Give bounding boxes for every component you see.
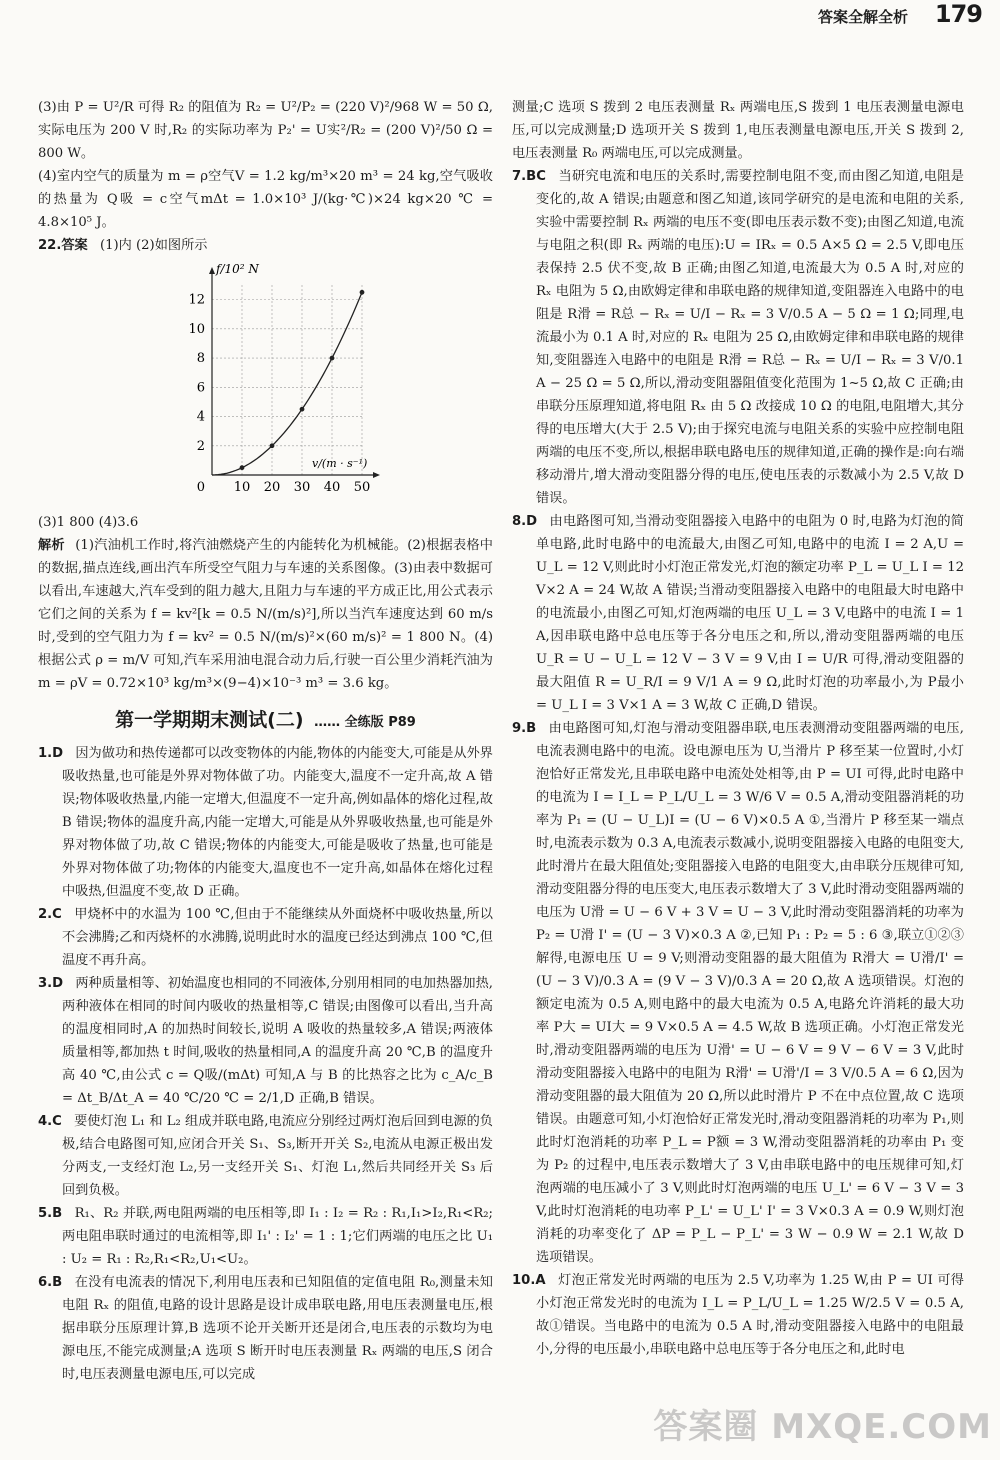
q21-part4: (4)室内空气的质量为 m = ρ空气V = 1.2 kg/m³×20 m³ = 24 kg,空气吸收的热量为 Q吸 = c空气mΔt = 1.0×10³ J/(kg·℃)×24 kg×20 ℃ = 4.8×10⁵ J。 xyxy=(38,169,493,230)
answer-1-number: 1.D xyxy=(38,746,64,761)
resistance-speed-chart xyxy=(178,259,388,509)
left-column xyxy=(38,96,493,1386)
answer-6-text: 在没有电流表的情况下,利用电压表和已知阻值的定值电阻 R₀,测量未知电阻 Rₓ 的阻值,电路的设计思路是设计成串联电路,用电压表测量电压,根据串联分压原理计算,B 选项不论开关断开还是闭合,电压表的示数均为电源电压,不能完成测量;A 选项 S 断开时电压表测量 Rₓ 两端的电压,S 闭合时,电压表测量电源电压,可以完成 xyxy=(62,1275,493,1382)
x-axis-arrow xyxy=(373,472,380,478)
answer-7 xyxy=(512,165,964,510)
answer-9 xyxy=(512,717,964,1269)
data-point xyxy=(240,465,245,470)
y-tick-label: 10 xyxy=(188,321,205,337)
data-point xyxy=(330,356,335,361)
answer-1-text: 因为做功和热传递都可以改变物体的内能,物体的内能变大,可能是从外界吸收热量,也可能是外界对物体做了功。内能变大,温度不一定升高,故 A 错误;物体吸收热量,内能一定增大,但温度不一定升高,例如晶体的熔化过程,故 B 错误;物体的温度升高,内能一定增大,可能是从外界吸收热量,也可能是外界对物体做了功,故 C 错误;物体的内能变大,可能是吸收了热量,也可能是外界对物体做了功;物体的内能变大,温度也不一定升高,如晶体在熔化过程中吸热,但温度不变,故 D 正确。 xyxy=(62,746,493,899)
section-title-text: 第一学期期末测试(二) xyxy=(115,709,304,731)
x-tick-label: 10 xyxy=(233,480,251,495)
section-title xyxy=(38,709,493,734)
answer-1 xyxy=(38,742,493,903)
answer-8 xyxy=(512,510,964,717)
answer-3 xyxy=(38,972,493,1110)
page-header xyxy=(0,0,1000,96)
answer-7-text: 当研究电流和电压的关系时,需要控制电阻不变,而由图乙知道,电阻是变化的,故 A 错误;由题意和图乙知道,该同学研究的是电流和电阻的关系,实验中需要控制 Rₓ 两端的电压不变(即电压表示数不变);由图乙知道,电流与电阻之积(即 Rₓ 两端的电压):U = IRₓ = 0.5 A×5 Ω = 2.5 V,即电压表保持 2.5 伏不变,故 B 正确;由图乙知道,电流最大为 0.5 A 时,对应的 Rₓ 电阻为 5 Ω,由欧姆定律和串联电路的规律知道,变阻器连入电路中的电阻是 R滑 = R总 − Rₓ = U/I − Rₓ = 3 V/0.5 A − 5 Ω = 1 Ω;同理,电流最小为 0.1 A 时,对应的 Rₓ 电阻为 25 Ω,由欧姆定律和串联电路的规律知,变阻器连入电路中的电阻是 R滑 = R总 − Rₓ = U/I − Rₓ = 3 V/0.1 A − 25 Ω = 5 Ω,所以,滑动变阻器阻值变化范围为 1~5 Ω,故 C 正确;由串联分压原理知道,将电阻 Rₓ 由 5 Ω 改接成 10 Ω 的电阻,电阻增大,其分得的电压增大(大于 2.5 V);由于探究电流与电阻关系的实验中应控制电阻两端的电压不变,所以,根据串联电路电压的规律知道,正确的操作是:向右端移动滑片,增大滑动变阻器分得的电压,使电压表的示数减小为 2.5 V,故 D 错误。 xyxy=(536,169,964,506)
y-tick-label: 2 xyxy=(196,438,205,454)
x-axis-label: v/(m · s⁻¹) xyxy=(312,457,368,470)
y-axis-arrow xyxy=(209,267,215,274)
answer-10-number: 10.A xyxy=(512,1273,546,1288)
answer-4 xyxy=(38,1110,493,1202)
answer-9-text: 由电路图可知,灯泡与滑动变阻器串联,电压表测滑动变阻器两端的电压,电流表测电路中的电流。设电源电压为 U,当滑片 P 移至某一位置时,小灯泡恰好正常发光,且串联电路中电流处处相等,由 P = UI 可得,此时电路中的电流为 I = I_L = P_L/U_L = 3 W/6 V = 0.5 A,滑动变阻器消耗的功率为 P₁ = (U − U_L)I = (U − 6 V)×0.5 A ①,当滑片 P 移至某一端点时,电流表示数为 0.3 A,电流表示数减小,说明变阻器接入电路的电阻变大,此时滑片在最大阻值处;变阻器接入电路的电阻变大,由串联分压规律可知,滑动变阻器分得的电压变大,电压表示数增大了 3 V,此时滑动变阻器两端的电压为 U滑 = U − 6 V + 3 V = U − 3 V,此时滑动变阻器消耗的功率为 P₂ = U滑 I' = (U − 3 V)×0.3 A ②,已知 P₁ : P₂ = 5 : 6 ③,联立①②③解得,电源电压 U = 9 V;则滑动变阻器的最大阻值为 R滑大 = U滑/I' = (U − 3 V)/0.3 A = (9 V − 3 V)/0.3 A = 20 Ω,故 A 选项错误。灯泡的额定电流为 0.5 A,则电路中的最大电流为 0.5 A,电路允许消耗的最大功率 P大 = UI大 = 9 V×0.5 A = 4.5 W,故 B 选项正确。小灯泡正常发光时,滑动变阻器两端的电压为 U滑' = U − 6 V = 9 V − 6 V = 3 V,此时滑动变阻器接入电路中的电阻为 R滑' = U滑'/I = 3 V/0.5 A = 6 Ω,因为滑动变阻器的最大阻值为 20 Ω,所以此时滑片 P 不在中点位置,故 C 选项错误。由题意可知,小灯泡恰好正常发光时,滑动变阻器消耗的功率为 P₁,则此时灯泡消耗的功率 P_L = P额 = 3 W,滑动变阻器消耗的功率由 P₁ 变为 P₂ 的过程中,电压表示数增大了 3 V,由串联电路中的电压规律可知,灯泡两端的电压减小了 3 V,则此时灯泡两端的电压 U_L' = 6 V − 3 V = 3 V,此时灯泡消耗的电功率 P_L' = U_L' I' = 3 V×0.3 A = 0.9 W,则灯泡消耗的功率变化了 ΔP = P_L − P_L' = 3 W − 0.9 W = 2.1 W,故 D 选项错误。 xyxy=(536,721,964,1265)
data-point xyxy=(300,407,305,412)
answer-7-number: 7.BC xyxy=(512,169,546,184)
right-column xyxy=(512,96,964,1361)
answer-5-text: R₁、R₂ 并联,两电阻两端的电压相等,即 I₁ : I₂ = R₂ : R₁,I₁>I₂,R₁<R₂;两电阻串联时通过的电流相等,即 I₁' : I₂' = 1 : 1;它们两端的电压之比 U₁ : U₂ = R₁ : R₂,R₁<R₂,U₁<U₂。 xyxy=(62,1206,493,1267)
y-axis-label: f/10² N xyxy=(216,262,259,276)
answer-10-text: 灯泡正常发光时两端的电压为 2.5 V,功率为 1.25 W,由 P = UI 可得小灯泡正常发光时的电流为 I_L = P_L/U_L = 1.25 W/2.5 V = 0.5 A,故①错误。当电路中的电流为 0.5 A 时,滑动变阻器接入电路中的电阻最小,分得的电压最小,串联电路中总电压等于各分电压之和,此时电 xyxy=(536,1273,964,1357)
q22-number: 22.答案 xyxy=(38,238,88,253)
page-number: 179 xyxy=(934,0,982,28)
q22-answer-text: (1)内 (2)如图所示 xyxy=(99,238,208,253)
section-subtitle: …… 全练版 P89 xyxy=(314,715,416,730)
answer-2-text: 甲烧杯中的水温为 100 ℃,但由于不能继续从外面烧杯中吸收热量,所以不会沸腾;乙和丙烧杯的水沸腾,说明此时水的温度已经达到沸点 100 ℃,但温度不再升高。 xyxy=(62,907,493,968)
answer-3-text: 两种质量相等、初始温度也相同的不同液体,分别用相同的电加热器加热,两种液体在相同的时间内吸收的热量相等,C 错误;由图像可以看出,当升高的温度相同时,A 的加热时间较长,说明 A 吸收的热量较多,A 错误;两液体质量相等,都加热 t 时间,吸收的热量相同,A 的温度升高 20 ℃,B 的温度升高 40 ℃,由公式 c = Q吸/(mΔt) 可知,A 与 B 的比热容之比为 c_A/c_B = Δt_B/Δt_A = 40 ℃/20 ℃ = 2/1,D 正确,B 错误。 xyxy=(62,976,493,1106)
running-title: 答案全解全析 xyxy=(817,8,908,26)
answer-9-number: 9.B xyxy=(512,721,537,736)
answer-5-number: 5.B xyxy=(38,1206,63,1221)
x-tick-label: 30 xyxy=(293,480,311,495)
answer-4-text: 要使灯泡 L₁ 和 L₂ 组成并联电路,电流应分别经过两灯泡后回到电源的负极,结合电路图可知,应闭合开关 S₁、S₃,断开开关 S₂,电流从电源正极出发分两支,一支经灯泡 L₂,另一支经开关 S₁、灯泡 L₁,然后共同经开关 S₃ 后回到负极。 xyxy=(62,1114,493,1198)
chart-svg xyxy=(178,259,388,509)
series-line xyxy=(212,292,362,475)
x-tick-label: 20 xyxy=(263,480,281,495)
watermark-logo: 答案圈 MXQE.COM xyxy=(653,1407,992,1447)
y-tick-label: 4 xyxy=(196,409,205,425)
q22-answer xyxy=(38,234,493,257)
q22-analysis-label: 解析 xyxy=(38,538,65,553)
q21-part3: (3)由 P = U²/R 可得 R₂ 的阻值为 R₂ = U²/P₂ = (220 V)²/968 W = 50 Ω,实际电压为 200 V 时,R₂ 的实际功率为 P₂' = U实²/R₂ = (200 V)²/50 Ω = 800 W。 xyxy=(38,100,493,161)
answer-8-text: 由电路图可知,当滑动变阻器接入电路中的电阻为 0 时,电路为灯泡的简单电路,此时电路中的电流最大,由图乙可知,电路中的电流 I = 2 A,U = U_L = 12 V,则此时小灯泡正常发光,灯泡的额定功率 P_L = U_L I = 12 V×2 A = 24 W,故 A 错误;当滑动变阻器接入电路中的电阻最大时电路中的电流最小,由图乙可知,灯泡两端的电压 U_L = 3 V,电路中的电流 I = 1 A,因串联电路中总电压等于各分电压之和,所以,滑动变阻器两端的电压 U_R = U − U_L = 12 V − 3 V = 9 V,由 I = U/R 可得,滑动变阻器的最大阻值 R = U_R/I = 9 V/1 A = 9 Ω,此时灯泡的功率最小,为 P最小 = U_L I = 3 V×1 A = 3 W,故 C 正确,D 错误。 xyxy=(536,514,964,713)
answer-10 xyxy=(512,1269,964,1361)
x-tick-label: 40 xyxy=(323,480,341,495)
answer-2-number: 2.C xyxy=(38,907,62,922)
y-tick-label: 12 xyxy=(188,292,205,308)
answer-2 xyxy=(38,903,493,972)
answer-6-continued: 测量;C 选项 S 拨到 2 电压表测量 Rₓ 两端电压,S 拨到 1 电压表测量电源电压,可以完成测量;D 选项开关 S 拨到 1,电压表测量电源电压,开关 S 拨到 2,电压表测量 R₀ 两端电压,可以完成测量。 xyxy=(512,100,964,161)
data-point xyxy=(360,290,365,295)
answer-3-number: 3.D xyxy=(38,976,64,991)
answer-8-number: 8.D xyxy=(512,514,538,529)
answer-6 xyxy=(38,1271,493,1386)
data-point xyxy=(270,443,275,448)
y-tick-label: 6 xyxy=(196,380,205,396)
x-tick-label: 50 xyxy=(353,480,371,495)
origin-label: 0 xyxy=(196,480,205,495)
answer-4-number: 4.C xyxy=(38,1114,62,1129)
answer-6-number: 6.B xyxy=(38,1275,63,1290)
answer-5 xyxy=(38,1202,493,1271)
q22-answer2: (3)1 800 (4)3.6 xyxy=(38,515,139,530)
q22-analysis xyxy=(38,534,493,695)
q22-analysis-text: (1)汽油机工作时,将汽油燃烧产生的内能转化为机械能。(2)根据表格中的数据,描点连线,画出汽车所受空气阻力与车速的关系图像。(3)由表中数据可以看出,车速越大,汽车受到的阻力越大,且阻力与车速的平方成正比,用公式表示它们之间的关系为 f = kv²[k = 0.5 N/(m/s)²],所以当汽车速度达到 60 m/s 时,受到的空气阻力为 f = kv² = 0.5 N/(m/s)²×(60 m/s)² = 1 800 N。(4)根据公式 ρ = m/V 可知,汽车采用油电混合动力后,行驶一百公里少消耗汽油为 m = ρV = 0.72×10³ kg/m³×(9−4)×10⁻³ m³ = 3.6 kg。 xyxy=(38,538,493,691)
y-tick-label: 8 xyxy=(196,351,205,367)
